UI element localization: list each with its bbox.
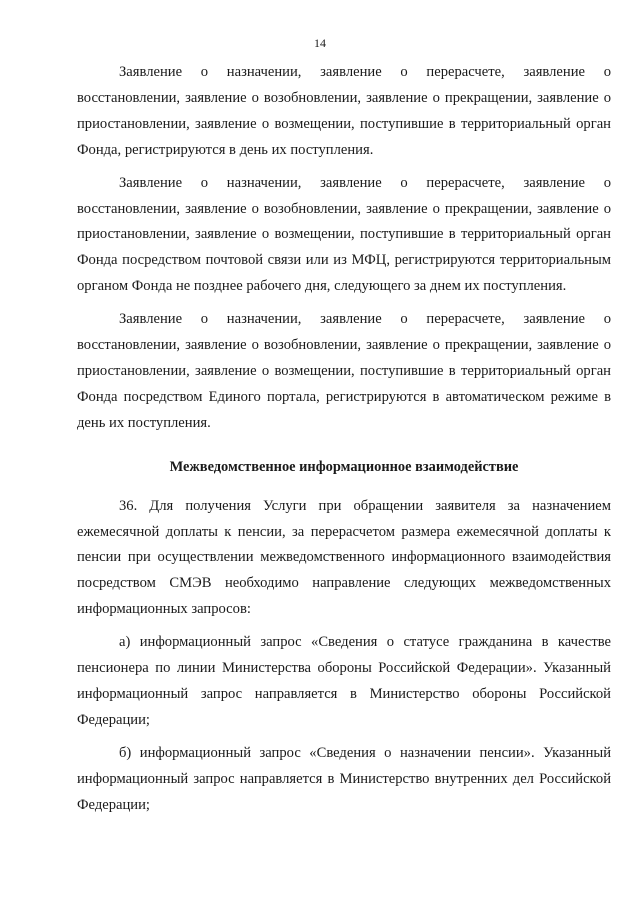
- paragraph-registration-general: Заявление о назначении, заявление о перерасчете, заявление о восстановлении, заявление о возобновлении, заявление о прекращении, заявление о приостановлении, заявление о возмещении, поступившие в территориальный орган Фонда, регистрируются в день их поступления.: [77, 64, 611, 158]
- document-body: [77, 60, 611, 818]
- paragraph-subitem-b: б) информационный запрос «Сведения о назначении пенсии». Указанный информационный запрос направляется в Министерство внутренних дел Российской Федерации;: [77, 744, 611, 813]
- paragraph-registration-portal: Заявление о назначении, заявление о перерасчете, заявление о восстановлении, заявление о возобновлении, заявление о прекращении, заявление о приостановлении, заявление о возмещении, поступившие в территориальный орган Фонда посредством Единого портала, регистрируются в автоматическом режиме в день их поступления.: [77, 311, 611, 431]
- section-heading: Межведомственное информационное взаимодействие: [169, 458, 519, 475]
- page-number: 14: [314, 36, 326, 50]
- paragraph-subitem-a: а) информационный запрос «Сведения о статусе гражданина в качестве пенсионера по линии Министерства обороны Российской Федерации». Указанный информационный запрос направляется в Министерство обороны Российской Федерации;: [77, 634, 611, 728]
- paragraph-item-36: 36. Для получения Услуги при обращении заявителя за назначением ежемесячной доплаты к пенсии, за перерасчетом размера ежемесячной доплаты к пенсии при осуществлении межведомственного информационного взаимодействия посредством СМЭВ необходимо направление следующих межведомственных информационных запросов:: [77, 497, 611, 618]
- paragraph-registration-post-mfc: Заявление о назначении, заявление о перерасчете, заявление о восстановлении, заявление о возобновлении, заявление о прекращении, заявление о приостановлении, заявление о возмещении, поступившие в территориальный орган Фонда посредством почтовой связи или из МФЦ, регистрируются территориальным органом Фонда не позднее рабочего дня, следующего за днем их поступления.: [77, 174, 611, 295]
